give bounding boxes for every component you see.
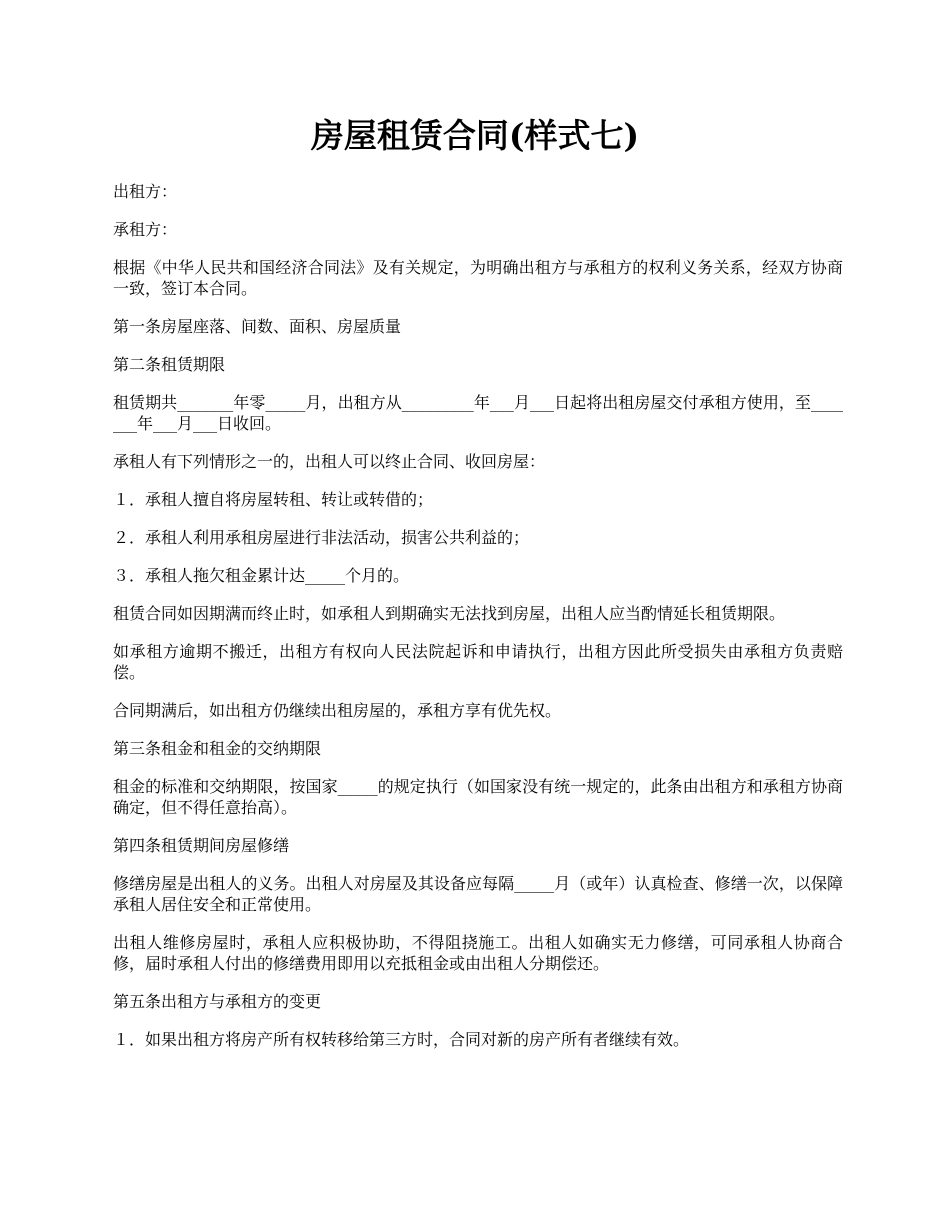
list-item: ２．承租人利用承租房屋进行非法活动，损害公共利益的；: [113, 528, 530, 547]
document-title: 房屋租赁合同(样式七): [310, 116, 640, 155]
paragraph: 修缮房屋是出租人的义务。出租人对房屋及其设备应每隔_____月（或年）认真检查、修缮一次，以保障承租人居住安全和正常使用。: [113, 874, 843, 914]
section-heading: 第一条房屋座落、间数、面积、房屋质量: [113, 317, 402, 336]
section-heading: 第三条租金和租金的交纳期限: [113, 739, 322, 758]
document-body: [113, 181, 843, 1067]
paragraph: 租赁合同如因期满而终止时，如承租人到期确实无法找到房屋，出租人应当酌情延长租赁期限。: [113, 604, 786, 623]
paragraph: 如承租方逾期不搬迁，出租方有权向人民法院起诉和申请执行，出租方因此所受损失由承租方负责赔偿。: [113, 642, 843, 682]
list-item: ３．承租人拖欠租金累计达_____个月的。: [113, 566, 410, 585]
paragraph-preamble: 根据《中华人民共和国经济合同法》及有关规定，为明确出租方与承租方的权利义务关系，经双方协商一致，签订本合同。: [113, 258, 843, 298]
paragraph: 承租人有下列情形之一的，出租人可以终止合同、收回房屋：: [113, 452, 546, 471]
section-heading: 第四条租赁期间房屋修缮: [113, 836, 290, 855]
paragraph-lessor: 出租方：: [113, 182, 178, 201]
section-heading: 第五条出租方与承租方的变更: [113, 992, 322, 1011]
paragraph: 合同期满后，如出租方仍继续出租房屋的，承租方享有优先权。: [113, 701, 562, 720]
list-item: １．如果出租方将房产所有权转移给第三方时，合同对新的房产所有者继续有效。: [113, 1030, 690, 1049]
paragraph: 出租人维修房屋时，承租人应积极协助，不得阻挠施工。出租人如确实无力修缮，可同承租人协商合修，届时承租人付出的修缮费用即用以充抵租金或由出租人分期偿还。: [113, 933, 843, 973]
paragraph: 租金的标准和交纳期限，按国家_____的规定执行（如国家没有统一规定的，此条由出租方和承租方协商确定，但不得任意抬高）。: [113, 777, 843, 817]
list-item: １．承租人擅自将房屋转租、转让或转借的；: [113, 490, 434, 509]
section-heading: 第二条租赁期限: [113, 355, 226, 374]
paragraph: 租赁期共_______年零_____月，出租方从_________年___月___日起将出租房屋交付承租方使用，至_______年___月___日收回。: [113, 393, 843, 433]
paragraph-lessee: 承租方：: [113, 220, 178, 239]
